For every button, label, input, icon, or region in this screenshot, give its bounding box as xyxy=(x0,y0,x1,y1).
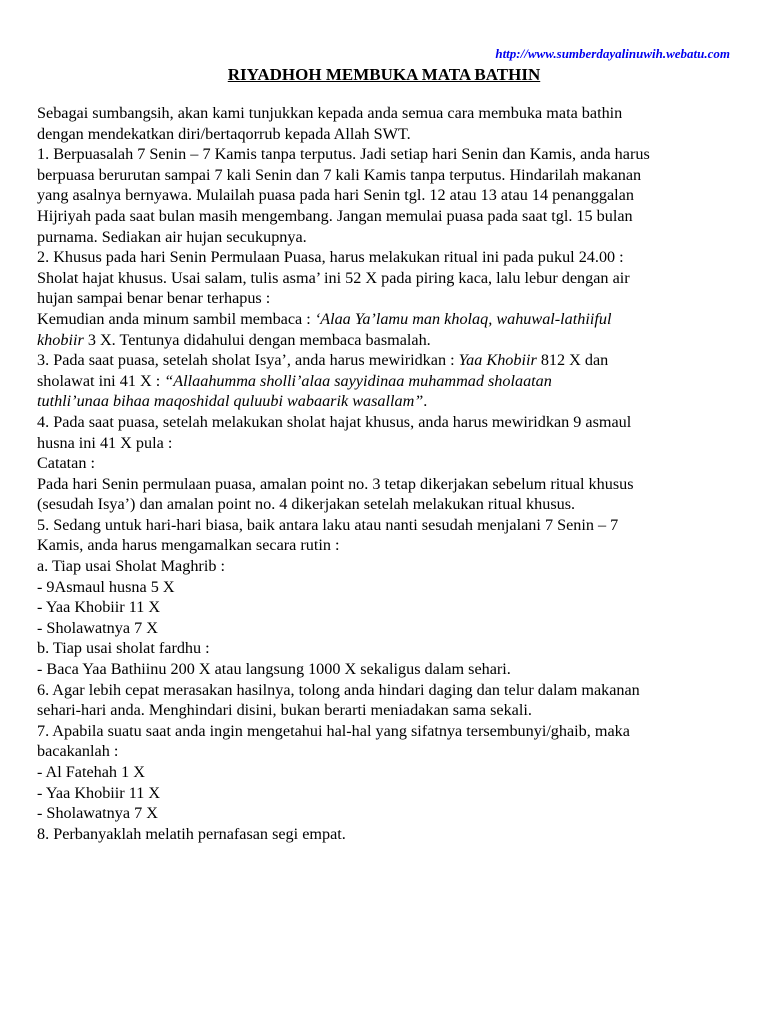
body-line: 4. Pada saat puasa, setelah melakukan sholat hajat khusus, anda harus mewiridkan 9 asmaul xyxy=(37,412,632,431)
body-line: 8. Perbanyaklah melatih pernafasan segi empat. xyxy=(37,824,346,843)
body-line: (sesudah Isya’) dan amalan point no. 4 dikerjakan setelah melakukan ritual khusus. xyxy=(37,495,576,514)
body-text: Kemudian anda minum sambil membaca : xyxy=(37,309,315,328)
body-line: - Al Fatehah 1 X xyxy=(37,763,145,781)
body-line: purnama. Sediakan air hujan secukupnya. xyxy=(37,227,307,246)
body-line: yang asalnya bernyawa. Mulailah puasa pada hari Senin tgl. 12 atau 13 atau 14 penanggalan xyxy=(37,186,634,205)
document-body xyxy=(37,103,737,844)
body-text: 812 X dan xyxy=(536,351,609,370)
body-text: sholawat ini 41 X : xyxy=(37,371,165,390)
body-line: 5. Sedang untuk hari-hari biasa, baik antara laku atau nanti sesudah menjalani 7 Senin – 7 xyxy=(37,515,619,534)
body-line: 6. Agar lebih cepat merasakan hasilnya, tolong anda hindari daging dan telur dalam makanan xyxy=(37,680,640,699)
body-line: - Sholawatnya 7 X xyxy=(37,618,158,637)
body-line: - Baca Yaa Bathiinu 200 X atau langsung 1000 X sekaligus dalam sehari. xyxy=(37,660,511,679)
source-url[interactable]: http://www.sumberdayalinuwih.webatu.com xyxy=(495,46,730,61)
body-line: Sholat hajat khusus. Usai salam, tulis asma’ ini 52 X pada piring kaca, lalu lebur dengan air xyxy=(37,268,630,287)
body-line: husna ini 41 X pula : xyxy=(37,433,173,452)
body-line: 7. Apabila suatu saat anda ingin mengetahui hal-hal yang sifatnya tersembunyi/ghaib, maka xyxy=(37,721,630,740)
italic-text: ‘Alaa Ya’lamu man kholaq, wahuwal-lathiiful xyxy=(314,309,612,328)
document-title: RIYADHOH MEMBUKA MATA BATHIN xyxy=(227,65,541,84)
italic-text: Yaa Khobiir xyxy=(458,351,537,370)
body-line: dengan mendekatkan diri/bertaqorrub kepada Allah SWT. xyxy=(37,124,411,143)
body-line: a. Tiap usai Sholat Maghrib : xyxy=(37,557,225,576)
body-line: Sebagai sumbangsih, akan kami tunjukkan kepada anda semua cara membuka mata bathin xyxy=(37,104,623,122)
body-line xyxy=(37,330,737,351)
italic-text: “Allaahumma sholli’alaa sayyidinaa muhammad sholaatan xyxy=(164,371,552,390)
body-line: berpuasa berurutan sampai 7 kali Senin dan 7 kali Kamis tanpa terputus. Hindarilah makanan xyxy=(37,165,642,184)
body-line xyxy=(37,309,737,330)
body-text: 3 X. Tentunya didahului dengan membaca basmalah. xyxy=(83,330,431,349)
body-line: - Sholawatnya 7 X xyxy=(37,804,158,823)
body-line: 1. Berpuasalah 7 Senin – 7 Kamis tanpa terputus. Jadi setiap hari Senin dan Kamis, anda harus xyxy=(37,145,650,164)
body-line: bacakanlah : xyxy=(37,742,119,761)
body-line: - Yaa Khobiir 11 X xyxy=(37,783,161,802)
body-line: - Yaa Khobiir 11 X xyxy=(37,598,161,617)
body-text: 3. Pada saat puasa, setelah sholat Isya’, anda harus mewiridkan : xyxy=(37,351,459,370)
body-line: 2. Khusus pada hari Senin Permulaan Puasa, harus melakukan ritual ini pada pukul 24.00 : xyxy=(37,248,624,267)
body-line: sehari-hari anda. Menghindari disini, bukan berarti meniadakan sama sekali. xyxy=(37,701,532,720)
body-line xyxy=(37,391,737,412)
body-line: hujan sampai benar benar terhapus : xyxy=(37,289,271,308)
body-line: Catatan : xyxy=(37,454,95,473)
body-line: - 9Asmaul husna 5 X xyxy=(37,577,175,596)
body-line: b. Tiap usai sholat fardhu : xyxy=(37,639,210,658)
body-line: Pada hari Senin permulaan puasa, amalan point no. 3 tetap dikerjakan sebelum ritual khusus xyxy=(37,474,634,493)
body-line: Hijriyah pada saat bulan masih mengembang. Jangan memulai puasa pada saat tgl. 15 bulan xyxy=(37,206,633,225)
body-line: Kamis, anda harus mengamalkan secara rutin : xyxy=(37,536,340,555)
italic-text: khobiir xyxy=(37,330,84,349)
body-text: . xyxy=(423,392,428,411)
italic-text: tuthli’unaa bihaa maqoshidal quluubi wabaarik wasallam” xyxy=(37,392,424,411)
body-line xyxy=(37,350,737,371)
body-line xyxy=(37,371,737,392)
